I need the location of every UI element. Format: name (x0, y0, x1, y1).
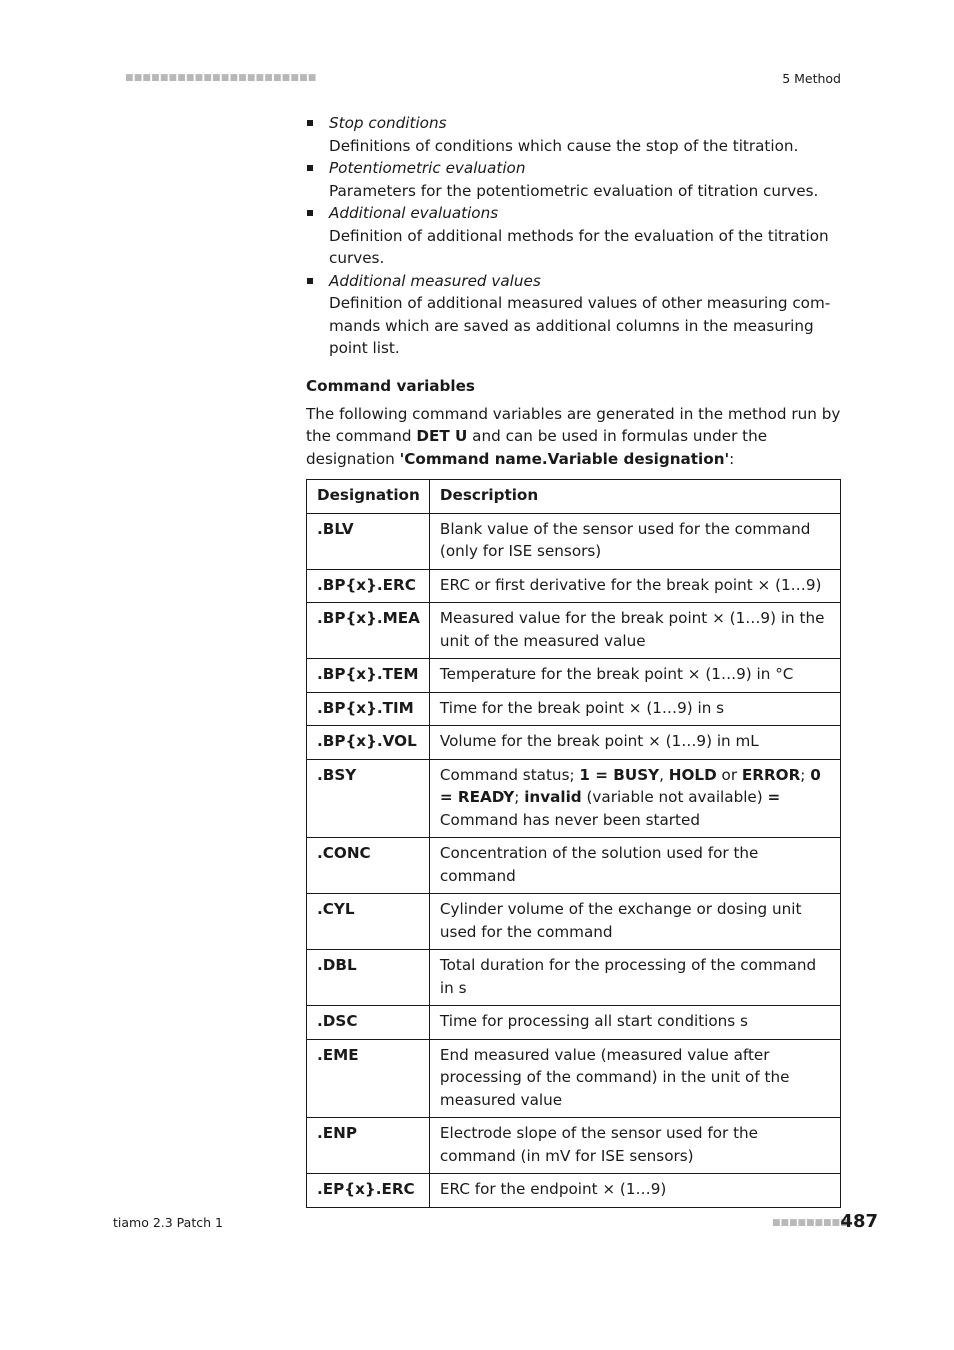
command-variables-table (306, 479, 841, 1208)
description-bold: invalid (524, 788, 582, 806)
description-bold: ERROR (741, 765, 801, 784)
cell-description: End measured value (measured value after processing of the command) in the unit of the measured value (429, 1039, 840, 1118)
table-row (307, 569, 841, 603)
cell-designation: .CONC (307, 838, 430, 894)
cell-designation: .CYL (307, 894, 430, 950)
list-item-term: Additional evaluations (329, 204, 499, 222)
cell-designation: .EME (307, 1039, 430, 1118)
table-row (307, 692, 841, 726)
table-row (307, 838, 841, 894)
footer-product: tiamo 2.3 Patch 1 (113, 1215, 223, 1230)
table-row (307, 726, 841, 760)
table-row (307, 659, 841, 693)
list-item-term: Stop conditions (329, 114, 447, 132)
page-content (306, 112, 841, 1208)
cell-description: Blank value of the sensor used for the command (only for ISE sensors) (429, 513, 840, 569)
intro-text: : (729, 449, 735, 468)
description-bold: 0 = READY (439, 765, 821, 806)
cell-description: Temperature for the break point × (1…9) in °C (429, 659, 840, 693)
table-row (307, 759, 841, 838)
cell-description: Electrode slope of the sensor used for the command (in mV for ISE sensors) (429, 1118, 840, 1174)
list-item-desc: Definition of additional methods for the evaluation of the titration curves. (329, 226, 829, 267)
table-row (307, 1039, 841, 1118)
intro-designation: 'Command name.Variable designation' (399, 449, 730, 468)
cell-description: Cylinder volume of the exchange or dosing unit used for the command (429, 894, 840, 950)
footer-decoration: ■■■■■■■■■ (772, 1218, 849, 1228)
cell-description: Measured value for the break point × (1…9) in the unit of the measured value (429, 603, 840, 659)
page-number: 487 (840, 1211, 878, 1232)
bullet-square-icon (307, 120, 313, 126)
table-row (307, 894, 841, 950)
cell-designation: .DBL (307, 950, 430, 1006)
table-row (307, 603, 841, 659)
description-text: ; (514, 788, 525, 806)
description-text: or (716, 765, 742, 784)
description-bold: 1 = BUSY (579, 765, 660, 784)
cell-designation: .BP{x}.MEA (307, 603, 430, 659)
list-item-desc: Definition of additional measured values of other measuring commands which are saved as additional columns in the measuring point list. (329, 294, 831, 357)
cell-designation: .ENP (307, 1118, 430, 1174)
bullet-square-icon (307, 210, 313, 216)
intro-text: and can be used in formulas under the designation (306, 427, 768, 468)
column-header-description: Description (429, 480, 840, 514)
cell-description: Time for processing all start conditions s (429, 1006, 840, 1040)
description-bold: HOLD (668, 765, 717, 784)
cell-description: Time for the break point × (1…9) in s (429, 692, 840, 726)
description-text: (variable not available) (581, 788, 768, 806)
list-item-term: Potentiometric evaluation (329, 159, 526, 177)
cell-designation: .BSY (307, 759, 430, 838)
cell-designation: .BP{x}.TIM (307, 692, 430, 726)
section-intro (306, 403, 841, 471)
description-text: ; (800, 765, 811, 784)
cell-designation: .BP{x}.VOL (307, 726, 430, 760)
list-item (306, 157, 841, 202)
cell-description: ERC or first derivative for the break point × (1…9) (429, 569, 840, 603)
cell-designation: .BLV (307, 513, 430, 569)
intro-command: DET U (416, 427, 468, 445)
list-item (306, 112, 841, 157)
list-item (306, 202, 841, 270)
list-item-desc: Definitions of conditions which cause the stop of the titration. (329, 136, 799, 155)
table-row (307, 950, 841, 1006)
intro-text: The following command variables are generated in the method run by the command (306, 404, 841, 445)
cell-description: Volume for the break point × (1…9) in mL (429, 726, 840, 760)
bullet-list (306, 112, 841, 360)
list-item-desc: Parameters for the potentiometric evaluation of titration curves. (329, 181, 819, 200)
cell-description: ERC for the endpoint × (1…9) (429, 1174, 840, 1208)
cell-designation: .BP{x}.TEM (307, 659, 430, 693)
list-item-term: Additional measured values (329, 271, 541, 290)
bullet-square-icon (307, 165, 313, 171)
table-row (307, 1174, 841, 1208)
cell-designation: .EP{x}.ERC (307, 1174, 430, 1208)
table-row (307, 1006, 841, 1040)
cell-description: Total duration for the processing of the command in s (429, 950, 840, 1006)
header-decoration: ■■■■■■■■■■■■■■■■■■■■■■ (125, 73, 317, 83)
description-text: Command status; (439, 765, 580, 784)
table-header-row (307, 480, 841, 514)
cell-description (429, 759, 840, 838)
cell-designation: .BP{x}.ERC (307, 569, 430, 603)
description-bold: = (767, 788, 781, 806)
column-header-designation: Designation (307, 480, 430, 514)
description-text: Command has never been started (439, 810, 700, 829)
header-chapter: 5 Method (782, 71, 841, 86)
cell-description: Concentration of the solution used for the command (429, 838, 840, 894)
list-item (306, 270, 841, 360)
table-body (307, 513, 841, 1207)
section-title: Command variables (306, 376, 475, 395)
table-row (307, 513, 841, 569)
description-text: , (659, 765, 669, 784)
cell-designation: .DSC (307, 1006, 430, 1040)
table-row (307, 1118, 841, 1174)
bullet-square-icon (307, 278, 313, 284)
